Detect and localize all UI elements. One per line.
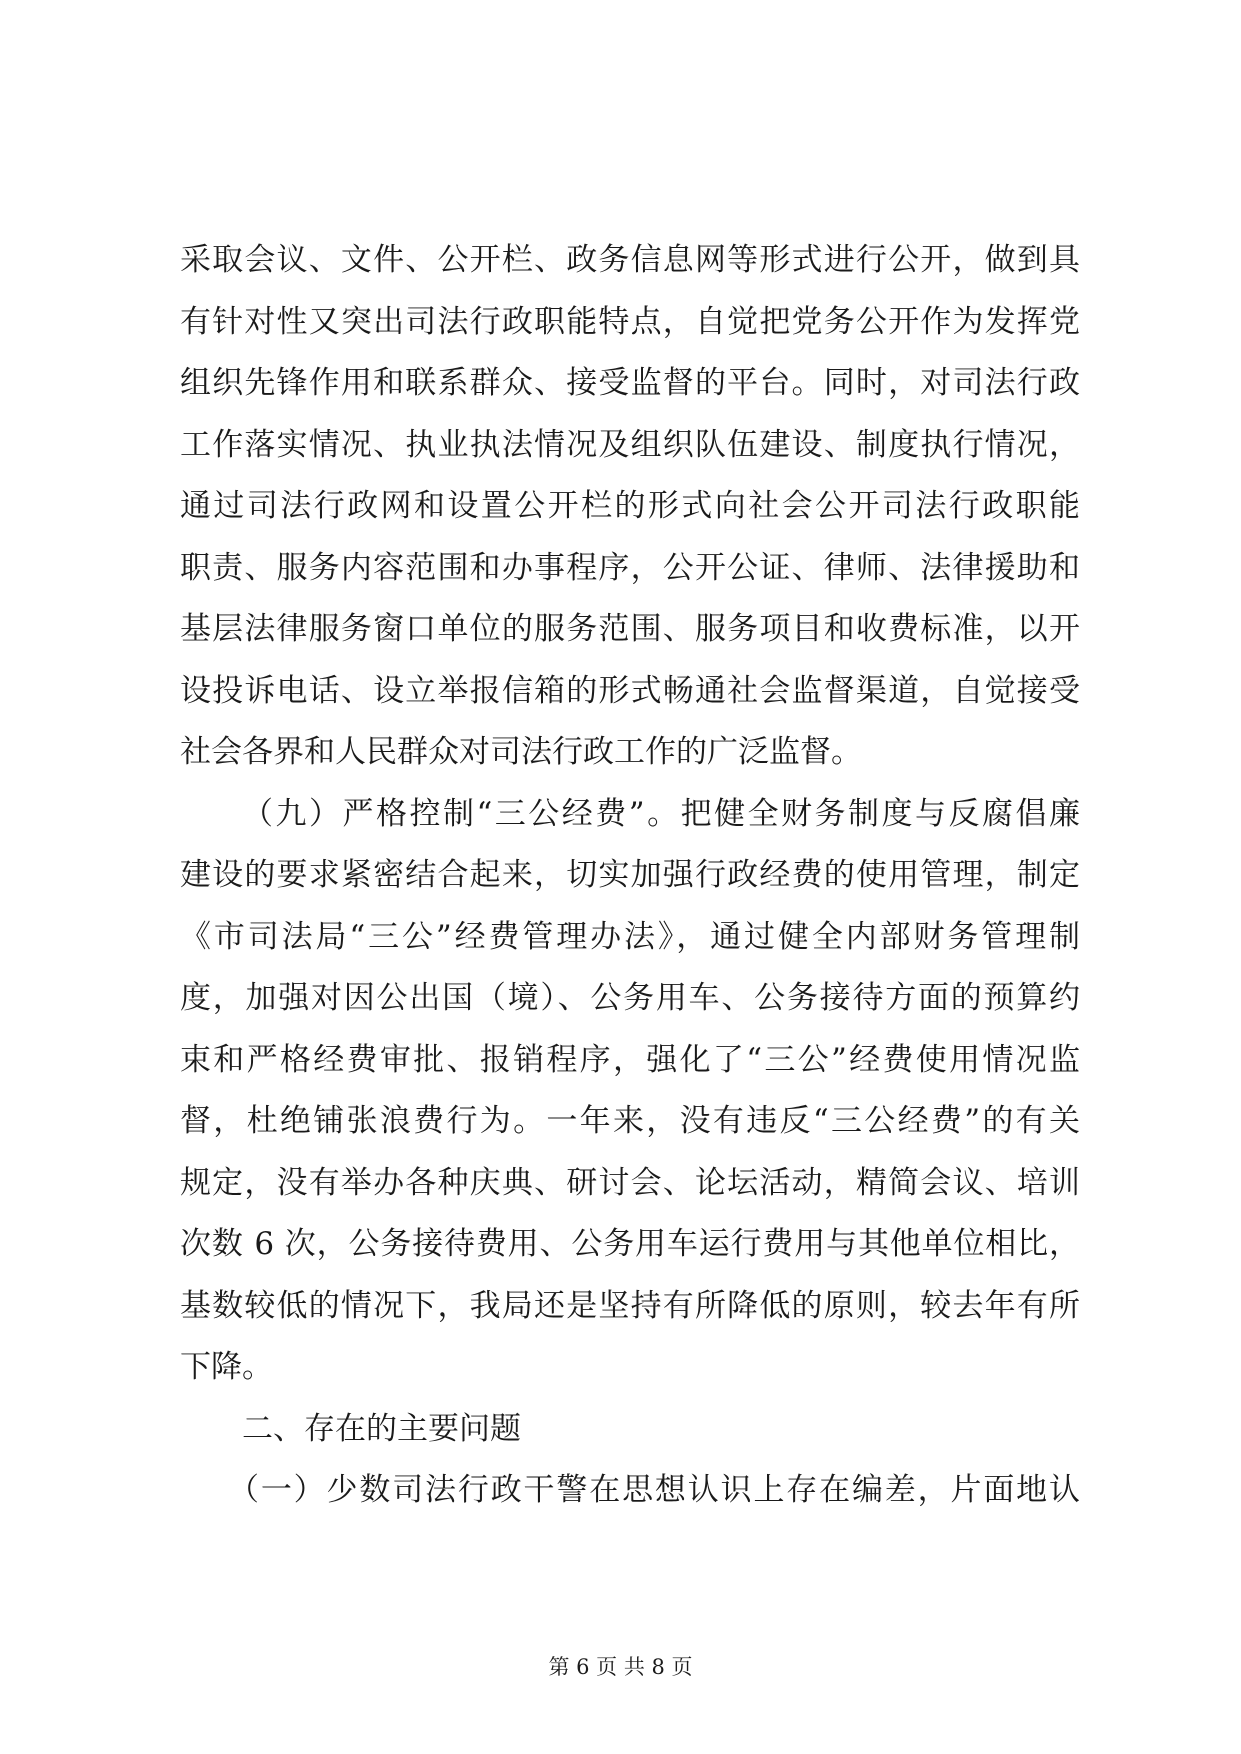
text-line: 督，杜绝铺张浪费行为。一年来，没有违反“三公经费”的有关 <box>180 1103 1080 1139</box>
body-text <box>180 230 1080 1522</box>
subsection-heading-line: （一）少数司法行政干警在思想认识上存在编差，片面地认 <box>228 1472 1080 1508</box>
text-line: 基数较低的情况下，我局还是坚持有所降低的原则，较去年有所 <box>180 1287 1080 1324</box>
page-number-footer: 第 6 页 共 8 页 <box>548 1655 693 1679</box>
text-line: 基层法律服务窗口单位的服务范围、服务项目和收费标准，以开 <box>180 611 1080 647</box>
section-heading-line: （九）严格控制“三公经费”。把健全财务制度与反腐倡廉 <box>242 795 1080 832</box>
text-line: 职责、服务内容范围和办事程序，公开公证、律师、法律援助和 <box>180 549 1080 586</box>
text-line: 组织先锋作用和联系群众、接受监督的平台。同时，对司法行政 <box>180 365 1080 401</box>
text-line: 度，加强对因公出国（境）、公务用车、公务接待方面的预算约 <box>180 980 1080 1016</box>
text-line: 设投诉电话、设立举报信箱的形式畅通社会监督渠道，自觉接受 <box>180 672 1080 709</box>
text-line: 束和严格经费审批、报销程序，强化了“三公”经费使用情况监 <box>180 1041 1080 1078</box>
text-line: 采取会议、文件、公开栏、政务信息网等形式进行公开，做到具 <box>180 242 1080 278</box>
text-line: 规定，没有举办各种庆典、研讨会、论坛活动，精简会议、培训 <box>180 1164 1080 1201</box>
text-line: 工作落实情况、执业执法情况及组织队伍建设、制度执行情况， <box>180 426 1080 463</box>
text-line: 《市司法局“三公”经费管理办法》，通过健全内部财务管理制 <box>180 918 1080 955</box>
text-line: 有针对性又突出司法行政职能特点，自觉把党务公开作为发挥党 <box>180 303 1080 340</box>
section-heading: 二、存在的主要问题 <box>242 1410 521 1447</box>
text-line: 建设的要求紧密结合起来，切实加强行政经费的使用管理，制定 <box>180 857 1080 893</box>
text-line: 下降。 <box>180 1349 273 1385</box>
text-line: 次数 6 次，公务接待费用、公务用车运行费用与其他单位相比， <box>180 1226 1080 1262</box>
text-line: 通过司法行政网和设置公开栏的形式向社会公开司法行政职能 <box>180 488 1080 524</box>
text-line: 社会各界和人民群众对司法行政工作的广泛监督。 <box>180 734 862 770</box>
